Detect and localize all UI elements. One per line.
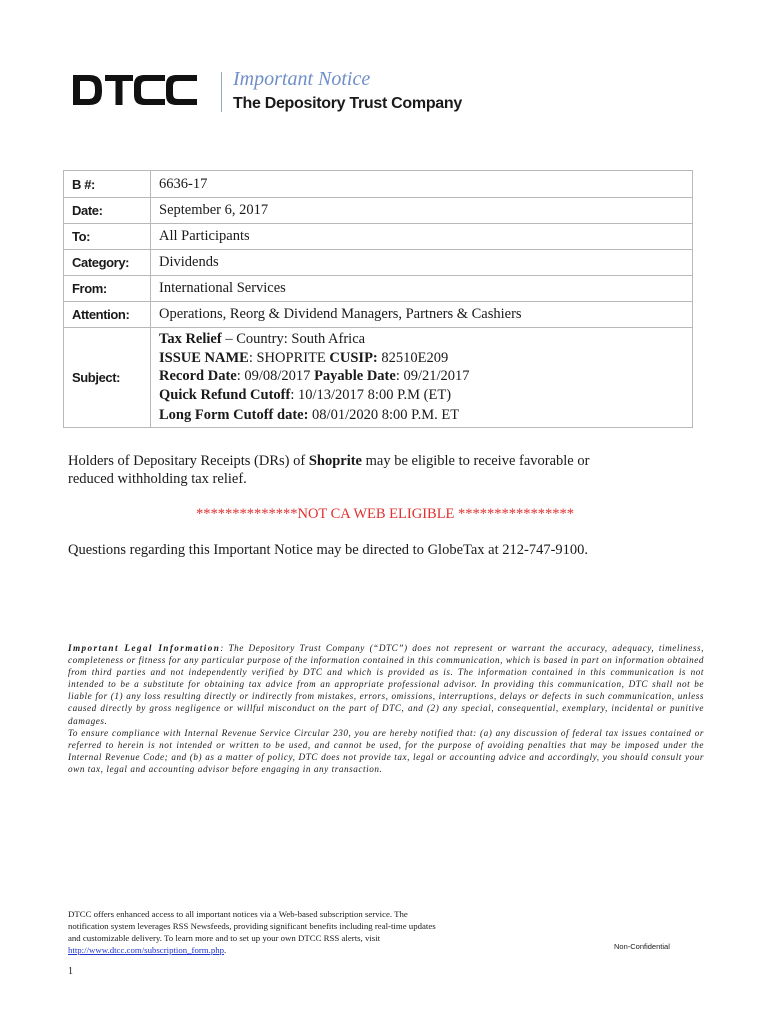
table-row xyxy=(64,328,693,428)
dtcc-logo xyxy=(73,73,197,107)
notice-title: Important Notice xyxy=(233,68,371,90)
subject-label: Subject: xyxy=(64,328,151,428)
tax-relief-line: Tax Relief – Country: South Africa xyxy=(159,331,366,347)
table-row xyxy=(64,224,693,250)
page-number: 1 xyxy=(68,966,73,977)
table-row xyxy=(64,250,693,276)
company-name: The Depository Trust Company xyxy=(233,95,462,112)
eligibility-paragraph: Holders of Depositary Receipts (DRs) of Shoprite may be eligible to receive favorable or reduced withholding tax relief. xyxy=(68,453,590,487)
to-label: To: xyxy=(64,224,151,250)
from-value: International Services xyxy=(151,276,693,302)
header-divider xyxy=(221,72,222,112)
subject-value xyxy=(151,328,693,428)
attention-value: Operations, Reorg & Dividend Managers, Partners & Cashiers xyxy=(151,302,693,328)
legal-disclaimer: Important Legal Information: The Depository Trust Company (“DTC”) does not represent or warrant the accuracy, adequacy, timeliness, completeness or fitness for any particular purpose of the information contained in this communication, which is based in part on information obtained from third parties and not independently verified by DTC and which is provided as is. The information contained in this communication is not intended to be a substitute for obtaining tax advice from an appropriate professional advisor. In providing this communication, DTC shall not be liable for (1) any loss resulting directly or indirectly from mistakes, errors, omissions, interruptions, delays or defects in such communication, unless caused directly by gross negligence or willful misconduct on the part of DTC, and (2) any special, consequential, exemplary, incidental or punitive damages. To ensure compliance with Internal Revenue Service Circular 230, you are hereby notified that: (a) any discussion of federal tax issues contained or referred to herein is not intended or written to be used, and cannot be used, for the purpose of avoiding penalties that may be imposed under the Internal Revenue Code; and (b) as a matter of policy, DTC does not provide tax, legal or accounting advice and accordingly, you should consult your own tax, legal and accounting advisor before engaging in any transaction. xyxy=(68,643,704,774)
record-payable-line: Record Date: 09/08/2017 Payable Date: 09/21/2017 xyxy=(159,368,470,384)
subscription-footer: DTCC offers enhanced access to all important notices via a Web-based subscription service. The notification system leverages RSS Newsfeeds, providing significant benefits including real-time updates and customizable delivery. To learn more and to set up your own DTCC RSS alerts, visit http://www.dtcc.com/subscription_form.php. xyxy=(68,909,436,955)
table-row xyxy=(64,302,693,328)
to-value: All Participants xyxy=(151,224,693,250)
b-number-value: 6636-17 xyxy=(151,171,693,198)
table-row xyxy=(64,171,693,198)
notice-info-table xyxy=(63,170,693,428)
long-form-line: Long Form Cutoff date: 08/01/2020 8:00 P.M. ET xyxy=(159,407,460,423)
issue-line: ISSUE NAME: SHOPRITE CUSIP: 82510E209 xyxy=(159,349,449,366)
classification-label: Non-Confidential xyxy=(614,942,670,951)
attention-label: Attention: xyxy=(64,302,151,328)
date-label: Date: xyxy=(64,198,151,224)
from-label: From: xyxy=(64,276,151,302)
category-value: Dividends xyxy=(151,250,693,276)
category-label: Category: xyxy=(64,250,151,276)
legal-label: Important Legal Information xyxy=(68,643,221,653)
date-value: September 6, 2017 xyxy=(151,198,693,224)
quick-refund-line: Quick Refund Cutoff: 10/13/2017 8:00 P.M (ET) xyxy=(159,386,452,403)
table-row xyxy=(64,198,693,224)
questions-paragraph: Questions regarding this Important Notice may be directed to GlobeTax at 212-747-9100. xyxy=(68,542,589,558)
circular-230-notice: To ensure compliance with Internal Revenue Service Circular 230, you are hereby notified that: (a) any discussion of federal tax issues contained or referred to herein is not intended or written to be used, and cannot be used, for the purpose of avoiding penalties that may be imposed under the Internal Revenue Code; and (b) as a matter of policy, DTC does not provide tax, legal or accounting advice and accordingly, you should consult your own tax, legal and accounting advisor before engaging in any transaction. xyxy=(68,727,704,774)
b-number-label: B #: xyxy=(64,171,151,198)
subscription-link[interactable]: http://www.dtcc.com/subscription_form.php xyxy=(68,945,225,955)
table-row xyxy=(64,276,693,302)
ca-web-notice: **************NOT CA WEB ELIGIBLE **************** xyxy=(195,506,575,522)
